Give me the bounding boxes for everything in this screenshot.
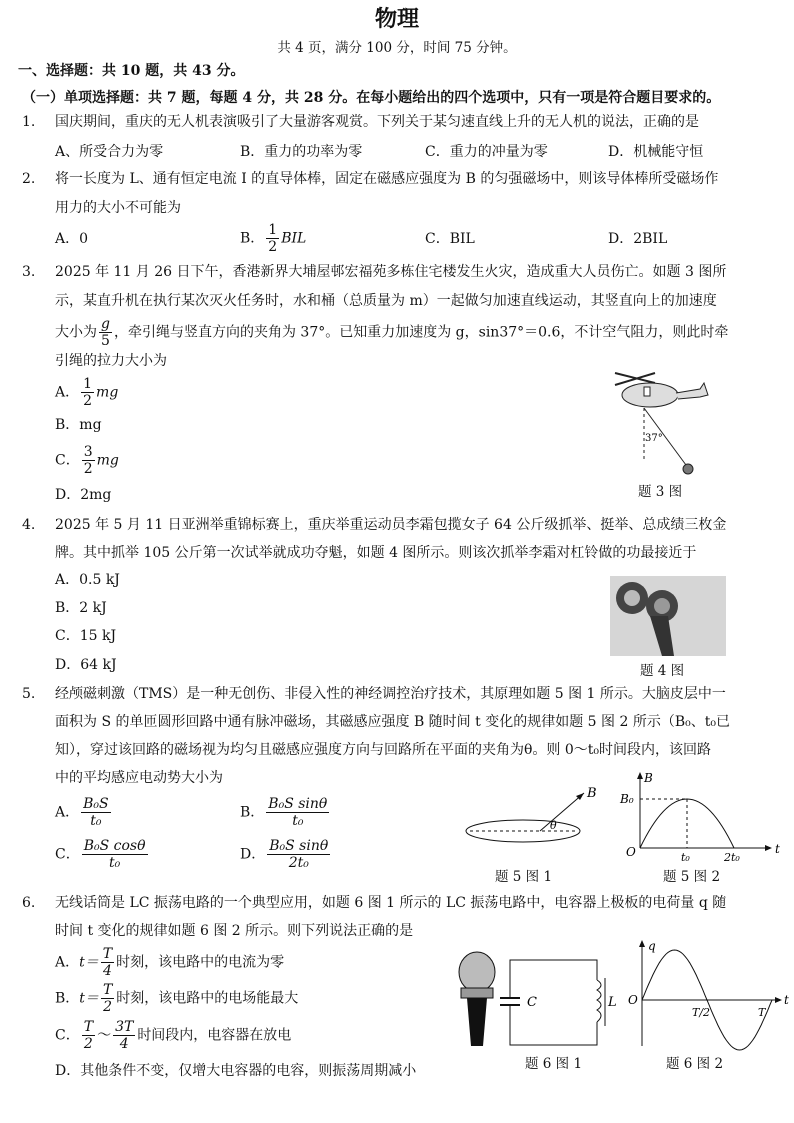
question-stem: 无线话筒是 LC 振荡电路的一个典型应用，如题 6 图 1 所示的 LC 振荡电路中，电容器上极板的电荷量 q 随 <box>55 895 727 911</box>
option-b <box>240 222 306 255</box>
numerator: 3T <box>115 1019 134 1035</box>
option-a <box>55 376 118 409</box>
denominator: t₀ <box>292 813 304 829</box>
stem-text: ，牵引绳与竖直方向的夹角为 37°。已知重力加速度为 g，sin37°＝0.6，不计空气阻力，则此时牵 <box>113 324 729 341</box>
figure-caption: 题 5 图 2 <box>663 869 721 885</box>
half-period-label: T/2 <box>692 1006 711 1019</box>
stem-text: 大小为 <box>55 324 97 341</box>
option-a: A、所受合力为零 <box>55 144 164 160</box>
weightlifter-photo <box>610 576 726 656</box>
question-stem: 知），穿过该回路的磁场视为均匀且磁感应强度方向与回路所在平面的夹角为θ。则 0～t₀时间段内，该回路 <box>55 742 712 758</box>
option-suffix: 时刻，该电路中的电场能最大 <box>116 990 299 1007</box>
figure-caption: 题 3 图 <box>638 484 683 500</box>
weightlifter-illustration <box>610 576 726 656</box>
question-stem: 面积为 S 的单匝圆形回路中通有脉冲磁场，其磁感应强度 B 随时间 t 变化的规律如题 5 图 2 所示（B₀、t₀已 <box>55 714 730 730</box>
option-d: D．64 kJ <box>55 657 117 673</box>
option-suffix: 时间段内，电容器在放电 <box>137 1027 292 1044</box>
option-a <box>55 796 113 829</box>
option-c <box>55 838 150 871</box>
option-label: C． <box>55 452 80 469</box>
fraction <box>82 1019 95 1052</box>
question-stem: 国庆期间，重庆的无人机表演吸引了大量游客观赏。下列关于某匀速直线上升的无人机的说法，正确的是 <box>55 114 699 130</box>
fraction <box>82 444 95 477</box>
numerator: B₀S sinθ <box>268 796 328 812</box>
option-label: B． <box>240 804 265 821</box>
numerator: B₀S <box>83 796 109 812</box>
option-c <box>55 444 119 477</box>
question-number: 4. <box>22 517 36 533</box>
question-number: 3. <box>22 264 36 280</box>
question-stem: 引绳的拉力大小为 <box>55 353 167 369</box>
option-c: C．BIL <box>425 231 475 247</box>
fraction <box>82 838 148 871</box>
option-b: B．mg <box>55 417 102 433</box>
option-label: D． <box>240 846 266 863</box>
denominator: 2 <box>83 1036 93 1052</box>
option-a: A．0.5 kJ <box>55 572 120 588</box>
section-title: 一、选择题：共 10 题，共 43 分。 <box>18 63 245 79</box>
numerator: g <box>101 316 110 332</box>
question-stem: 将一长度为 L、通有恒定电流 I 的直导体棒，固定在磁感应强度为 B 的匀强磁场中，则该导体棒所受磁场作 <box>55 171 719 187</box>
angle-label: θ <box>550 819 557 832</box>
fraction <box>266 796 329 829</box>
question-stem: 示，某直升机在执行某次灭火任务时，水和桶（总质量为 m）一起做匀加速直线运动，其竖直向上的加速度 <box>55 293 717 309</box>
option-b <box>55 982 298 1015</box>
option-c: C．15 kJ <box>55 628 117 644</box>
fraction <box>267 838 330 871</box>
fraction <box>81 376 94 409</box>
denominator: 5 <box>101 333 110 349</box>
option-a: A．0 <box>55 231 89 247</box>
denominator: 2 <box>83 393 93 409</box>
option-b: B．重力的功率为零 <box>240 144 363 160</box>
numerator: 1 <box>83 376 93 392</box>
origin-label: O <box>626 845 636 859</box>
numerator: T <box>83 1019 94 1035</box>
option-d: D．其他条件不变，仅增大电容器的电容，则振荡周期减小 <box>55 1063 417 1079</box>
b-t-graph <box>620 764 780 864</box>
figure-caption: 题 6 图 1 <box>525 1056 583 1072</box>
question-stem: 时间 t 变化的规律如题 6 图 2 所示。则下列说法正确的是 <box>55 923 414 939</box>
numerator: T <box>102 982 113 998</box>
option-b <box>240 796 331 829</box>
option-label: B． <box>240 230 265 247</box>
helicopter-figure <box>600 365 720 485</box>
origin-label: O <box>628 993 638 1007</box>
y-axis-label: q <box>648 939 656 953</box>
option-a <box>55 946 284 979</box>
y-axis-label: B <box>644 771 653 785</box>
denominator: 2 <box>268 239 278 255</box>
question-stem: 2025 年 11 月 26 日下午，香港新界大埔屋邨宏福苑多栋住宅楼发生火灾，造成重大人员伤亡。如题 3 图所 <box>55 264 727 280</box>
question-stem: 牌。其中抓举 105 公斤第一次试举就成功夺魁，如题 4 图所示。则该次抓举李霜对杠铃做的功最接近于 <box>55 545 697 561</box>
denominator: 4 <box>102 963 112 979</box>
question-stem: 用力的大小不可能为 <box>55 200 181 216</box>
numerator: B₀S cosθ <box>83 838 146 854</box>
subsection-title: （一）单项选择题：共 7 题，每题 4 分，共 28 分。在每小题给出的四个选项中，只有一项是符合题目要求的。 <box>22 90 721 106</box>
option-label: A． <box>55 384 80 401</box>
option-d: D．2BIL <box>608 231 668 247</box>
capacitor-label: C <box>527 995 537 1010</box>
denominator: 4 <box>119 1036 129 1052</box>
option-suffix: mg <box>96 452 119 469</box>
numerator: 1 <box>268 222 278 238</box>
option-suffix: BIL <box>281 230 307 247</box>
figure-caption: 题 6 图 2 <box>666 1056 724 1072</box>
period-label: T <box>758 1006 766 1019</box>
question-number: 1. <box>22 114 36 130</box>
denominator: 2 <box>83 461 93 477</box>
option-suffix: mg <box>96 384 119 401</box>
fraction <box>99 316 112 349</box>
x-axis-label: t <box>775 842 780 856</box>
option-prefix: t＝ <box>79 990 99 1007</box>
figure-caption: 题 5 图 1 <box>495 869 553 885</box>
2t0-label: 2t₀ <box>724 851 740 864</box>
denominator: 2 <box>103 999 113 1015</box>
numerator: 3 <box>83 444 93 460</box>
option-label: A． <box>55 804 80 821</box>
option-c <box>55 1019 291 1052</box>
option-label: C． <box>55 846 80 863</box>
option-prefix: t＝ <box>79 954 99 971</box>
question-number: 2. <box>22 171 36 187</box>
denominator: t₀ <box>90 813 102 829</box>
numerator: B₀S sinθ <box>269 838 329 854</box>
denominator: 2t₀ <box>288 855 309 871</box>
angle-label: 37° <box>645 433 663 444</box>
fraction <box>101 982 114 1015</box>
exam-info: 共 4 页，满分 100 分，时间 75 分钟。 <box>277 40 517 56</box>
question-stem <box>55 316 728 349</box>
page-title: 物理 <box>374 6 419 32</box>
option-b: B．2 kJ <box>55 600 107 616</box>
question-number: 5. <box>22 686 36 702</box>
option-d: D．机械能守恒 <box>608 144 704 160</box>
option-d: D．2mg <box>55 487 112 503</box>
fraction <box>113 1019 135 1052</box>
inductor-label: L <box>608 995 617 1010</box>
field-label: B <box>587 786 597 801</box>
question-stem: 2025 年 5 月 11 日亚洲举重锦标赛上，重庆举重运动员李霜包揽女子 64 公斤级抓举、挺举、总成绩三枚金 <box>55 517 727 533</box>
range-separator: ～ <box>97 1027 112 1044</box>
x-axis-label: t <box>784 993 789 1007</box>
option-d <box>240 838 332 871</box>
lc-circuit-diagram <box>455 950 615 1050</box>
option-c: C．重力的冲量为零 <box>425 144 548 160</box>
question-number: 6. <box>22 895 36 911</box>
question-stem: 中的平均感应电动势大小为 <box>55 770 223 786</box>
fraction <box>81 796 111 829</box>
option-label: C． <box>55 1027 80 1044</box>
option-label: B． <box>55 990 80 1007</box>
b0-label: B₀ <box>620 792 634 806</box>
question-stem: 经颅磁刺激（TMS）是一种无创伤、非侵入性的神经调控治疗技术，其原理如题 5 图 1 所示。大脑皮层中一 <box>55 686 726 702</box>
figure-caption: 题 4 图 <box>640 663 685 679</box>
q-t-graph <box>620 940 790 1050</box>
loop-field-diagram <box>460 785 597 845</box>
t0-label: t₀ <box>681 851 690 864</box>
fraction <box>266 222 279 255</box>
fraction <box>101 946 114 979</box>
option-suffix: 时刻，该电路中的电流为零 <box>116 954 285 971</box>
numerator: T <box>102 946 113 962</box>
option-label: A． <box>55 954 80 971</box>
denominator: t₀ <box>109 855 121 871</box>
